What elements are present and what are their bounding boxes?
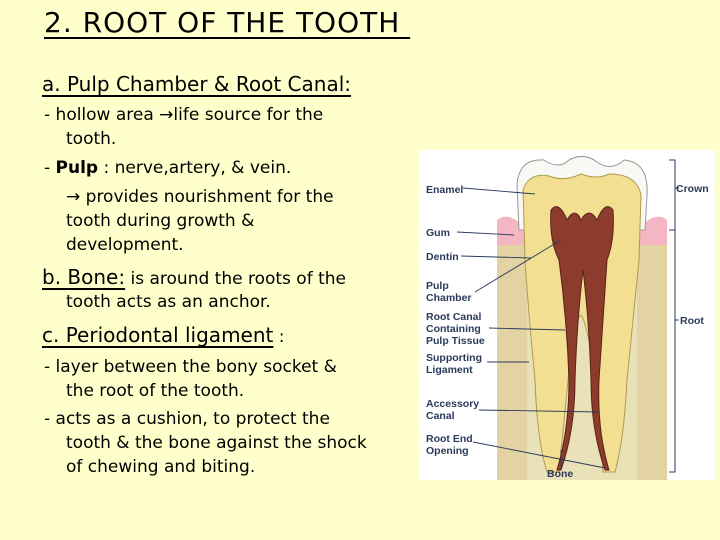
label-canal-2: Containing bbox=[426, 323, 481, 335]
section-c-line2b: tooth & the bone against the shock bbox=[66, 433, 367, 453]
section-c-line1: - layer between the bony socket & bbox=[44, 357, 337, 377]
label-pulp-2: Chamber bbox=[426, 292, 472, 304]
section-b-line bbox=[42, 265, 346, 291]
section-b-text2: tooth acts as an anchor. bbox=[66, 292, 271, 312]
section-a-heading: a. Pulp Chamber & Root Canal: bbox=[42, 72, 351, 96]
section-c-line bbox=[42, 323, 285, 349]
section-c-line2c: of chewing and biting. bbox=[66, 457, 256, 477]
label-gum: Gum bbox=[426, 227, 450, 239]
label-enamel: Enamel bbox=[426, 184, 464, 196]
bone-right bbox=[637, 245, 667, 480]
pulp-definition: : nerve,artery, & vein. bbox=[98, 158, 292, 178]
label-canal-1: Root Canal bbox=[426, 311, 482, 323]
section-a-line3b: tooth during growth & bbox=[66, 211, 255, 231]
label-dentin: Dentin bbox=[426, 251, 459, 263]
pulp-prefix: - bbox=[44, 158, 56, 178]
label-canal-3: Pulp Tissue bbox=[426, 335, 485, 347]
section-b-heading: b. Bone: bbox=[42, 265, 126, 289]
tooth-illustration bbox=[419, 150, 715, 480]
brackets bbox=[669, 160, 679, 472]
crown-bracket bbox=[669, 160, 675, 230]
section-a-line2 bbox=[44, 156, 291, 180]
section-a-line3c: development. bbox=[66, 235, 184, 255]
label-bone: Bone bbox=[547, 468, 574, 480]
label-accessory-2: Canal bbox=[426, 410, 455, 422]
label-accessory-1: Accessory bbox=[426, 398, 480, 410]
section-a-line3: → provides nourishment for the bbox=[66, 187, 334, 207]
section-c-line2: - acts as a cushion, to protect the bbox=[44, 409, 330, 429]
label-pulp-1: Pulp bbox=[426, 280, 449, 292]
bone-left bbox=[497, 245, 527, 480]
section-a-line1b: tooth. bbox=[66, 129, 117, 149]
label-root-end-2: Opening bbox=[426, 445, 469, 457]
label-crown: Crown bbox=[676, 183, 709, 195]
root-bracket bbox=[669, 230, 675, 472]
label-root: Root bbox=[680, 315, 704, 327]
slide-title: 2. ROOT OF THE TOOTH bbox=[44, 6, 411, 39]
section-c-line1b: the root of the tooth. bbox=[66, 381, 245, 401]
tooth-anatomy-diagram bbox=[419, 150, 715, 480]
label-root-end-1: Root End bbox=[426, 433, 473, 445]
section-b-text: is around the roots of the bbox=[125, 269, 346, 289]
section-c-heading: c. Periodontal ligament bbox=[42, 323, 274, 347]
pulp-term: Pulp bbox=[55, 158, 99, 178]
label-ligament-2: Ligament bbox=[426, 364, 473, 376]
section-a-line1: - hollow area →life source for the bbox=[44, 105, 324, 125]
section-c-suffix: : bbox=[273, 327, 285, 347]
label-ligament-1: Supporting bbox=[426, 352, 482, 364]
